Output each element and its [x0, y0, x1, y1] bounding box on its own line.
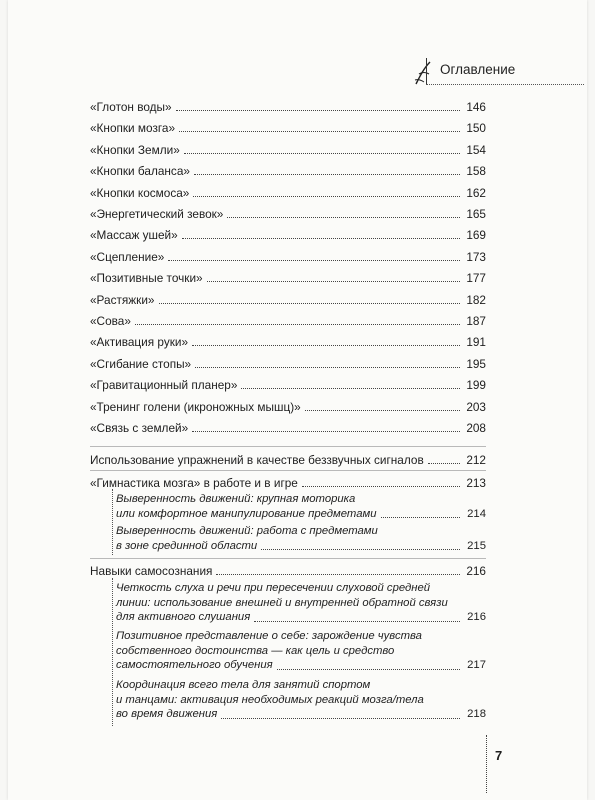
toc-entry-page: 177 [466, 271, 486, 286]
toc-entry [90, 186, 486, 200]
toc-entry [90, 293, 486, 307]
subentry-line: Четкость слуха и речи при пересечении слуховой средней [116, 582, 431, 594]
dot-leader [221, 718, 460, 719]
subentry-line: самостоятельного обучения [116, 659, 273, 671]
dot-leader [168, 260, 460, 261]
subentry-line: собственного достоинства — как цель и средство [116, 644, 395, 657]
dot-leader [159, 303, 461, 304]
toc-entry-page: 217 [467, 659, 486, 671]
toc-entry-title: «Глотон воды» [90, 100, 172, 114]
toc-entry [90, 357, 486, 371]
toc-entry [90, 378, 486, 392]
toc-entry-title: Навыки самосознания [90, 564, 213, 578]
toc-entry-brain-gym [90, 470, 486, 490]
toc-entry [90, 228, 486, 242]
toc-entry-title: «Тренинг голени (икроножных мышц)» [90, 399, 301, 414]
subentry-line: линии: использование внешней и внутренней обратной связи [116, 596, 448, 609]
toc-entry [90, 314, 486, 328]
subentry-line: или комфортное манипулирование предметами [116, 507, 377, 520]
dot-leader [135, 324, 460, 325]
toc-entry-title: «Позитивные точки» [90, 271, 203, 286]
dot-leader [241, 388, 460, 389]
subsection-rule [112, 578, 114, 726]
toc-entry-page: 182 [466, 292, 486, 307]
toc-entry-page: 208 [466, 421, 486, 435]
toc-entry-title: «Активация руки» [90, 335, 189, 350]
toc-entry-page: 212 [466, 453, 486, 467]
dot-leader [193, 196, 460, 197]
toc-entry-page: 187 [466, 314, 486, 328]
toc-entry [90, 421, 486, 435]
dot-leader [179, 131, 460, 132]
toc-entry-page: 169 [466, 228, 486, 243]
toc-entry-title: Использование упражнений в качестве беззвучных сигналов [90, 453, 424, 467]
feather-logo-icon [412, 60, 434, 86]
toc-subentry [116, 581, 486, 625]
toc-subentry [116, 678, 486, 722]
dot-leader [261, 549, 460, 550]
toc-entry-title: «Сгибание стопы» [90, 356, 192, 371]
toc-entry-page: 214 [467, 507, 486, 520]
dot-leader [176, 110, 460, 111]
dot-leader [254, 621, 460, 622]
toc-entry-page: 154 [466, 142, 486, 157]
toc-entry-title: «Сова» [90, 314, 131, 328]
running-header [398, 58, 584, 86]
toc-entry-self-awareness [90, 558, 486, 578]
toc-entry-title: «Сцепление» [90, 249, 165, 264]
header-dotted-rule [426, 84, 584, 85]
toc-entry [90, 100, 486, 114]
dot-leader [277, 669, 460, 670]
toc-entry-title: «Кнопки Земли» [90, 142, 180, 157]
subsection-rule [112, 489, 114, 555]
dot-leader [381, 517, 460, 518]
footer-dotted-rule [486, 735, 487, 793]
dot-leader [227, 217, 460, 218]
toc-subentry [116, 524, 486, 553]
toc-entry-page: 218 [467, 708, 486, 720]
toc-entry-title: «Гравитационный планер» [90, 378, 238, 393]
toc-entry-page: 162 [466, 185, 486, 200]
toc-entry-page: 173 [466, 249, 486, 264]
dot-leader [305, 410, 460, 411]
subentry-line: Выверенность движений: крупная моторика [116, 493, 356, 505]
dot-leader [194, 174, 460, 175]
dot-leader [182, 238, 460, 239]
toc-entry [90, 400, 486, 414]
subentry-line: для активного слушания [116, 611, 251, 623]
toc-entry-title: «Кнопки мозга» [90, 121, 176, 136]
toc-entry-title: «Энергетический зевок» [90, 207, 224, 221]
subentry-line: во время движения [116, 708, 218, 720]
toc-entry-title: «Массаж ушей» [90, 228, 178, 243]
page-number: 7 [495, 748, 503, 763]
toc-entry-page: 165 [466, 207, 486, 221]
toc-entry-page: 216 [466, 564, 486, 578]
toc-entry-page: 216 [467, 611, 486, 623]
toc-entry [90, 207, 486, 221]
dot-leader [192, 431, 460, 432]
dot-leader [195, 367, 460, 368]
header-divider [426, 58, 427, 84]
toc-entry-page: 213 [466, 476, 486, 490]
toc-subentry [116, 492, 486, 521]
dot-leader [216, 574, 460, 575]
toc-entry-page: 203 [466, 399, 486, 414]
header-title: Оглавление [440, 62, 516, 77]
dot-leader [184, 153, 460, 154]
dot-leader [192, 345, 460, 346]
toc-entry-page: 158 [466, 164, 486, 179]
toc-entry-page: 199 [466, 378, 486, 393]
subentry-line: Позитивное представление о себе: зарождение чувства [116, 630, 422, 642]
dot-leader [428, 463, 460, 464]
toc-entry-page: 215 [467, 539, 486, 552]
toc-entry-silent-signals [90, 446, 486, 467]
toc-entry-title: «Связь с землей» [90, 421, 189, 435]
toc-entry-title: «Кнопки баланса» [90, 164, 190, 179]
toc-subentry [116, 629, 486, 673]
dot-leader [207, 281, 460, 282]
subentry-line: в зоне срединной области [116, 539, 258, 552]
toc-entry [90, 335, 486, 349]
toc-entry-page: 146 [466, 100, 486, 114]
toc-entry [90, 121, 486, 135]
toc-entry-page: 150 [466, 121, 486, 136]
toc-entry-title: «Кнопки космоса» [90, 185, 190, 200]
toc-entry-title: «Растяжки» [90, 292, 155, 307]
toc-entry-page: 191 [466, 335, 486, 350]
toc-entry [90, 250, 486, 264]
toc-entry-page: 195 [466, 356, 486, 371]
subentry-line: Координация всего тела для занятий спортом [116, 679, 371, 691]
subentry-line: и танцами: активация необходимых реакций мозга/тела [116, 693, 424, 706]
toc-entry [90, 271, 486, 285]
toc-entry [90, 143, 486, 157]
dot-leader [302, 486, 460, 487]
toc-entry-title: «Гимнастика мозга» в работе и в игре [90, 476, 298, 490]
toc-entry [90, 164, 486, 178]
subentry-line: Выверенность движений: работа с предметами [116, 525, 378, 537]
